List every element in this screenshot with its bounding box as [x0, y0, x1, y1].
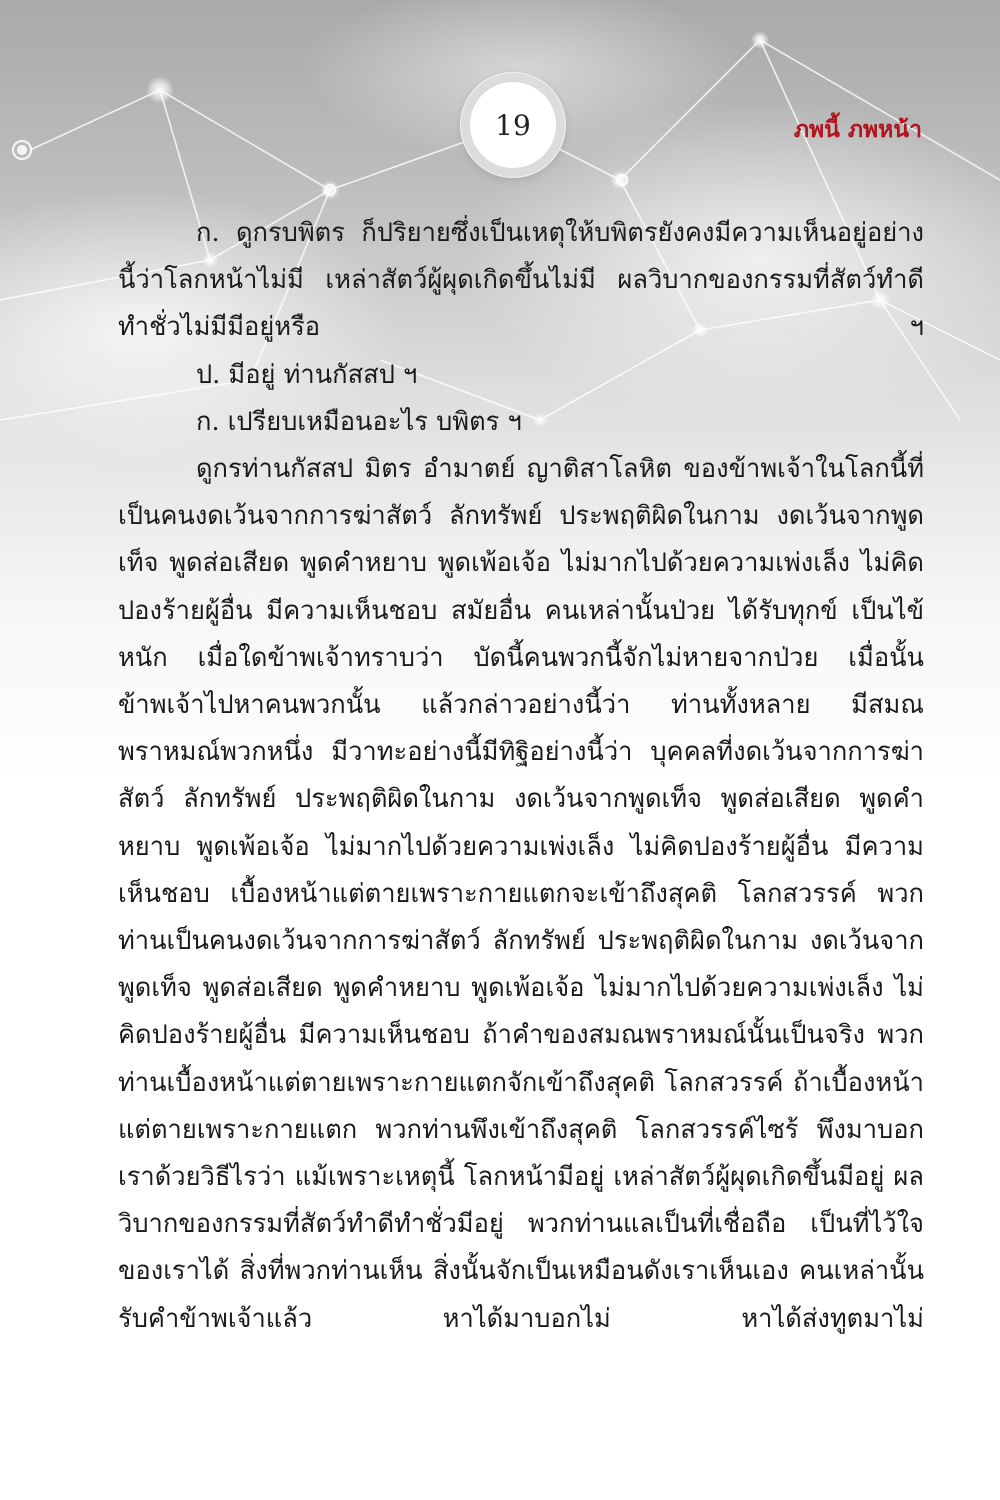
paragraph-2: ป. มีอยู่ ท่านกัสสป ฯ — [196, 359, 418, 390]
running-title: ภพนี้ ภพหน้า — [793, 116, 922, 143]
paragraph-4: ดูกรท่านกัสสป มิตร อำมาตย์ ญาติสาโลหิต ของข้าพเจ้าในโลกนี้ที่เป็นคนงดเว้นจากการฆ่าสัตว์ ลักทรัพย์ ประพฤติผิดในกาม งดเว้นจากพูดเท็จ พูดส่อเสียด พูดคำหยาบ พูดเพ้อเจ้อ ไม่มากไปด้วยความเพ่งเล็ง ไม่คิดปองร้ายผู้อื่น มีความเห็นชอบ สมัยอื่น คนเหล่านั้นป่วย ได้รับทุกข์ เป็นไข้หนัก เมื่อใดข้าพเจ้าทราบว่า บัดนี้คนพวกนี้จักไม่หายจากป่วย เมื่อนั้นข้าพเจ้าไปหาคนพวกนั้น แล้วกล่าวอย่างนี้ว่า ท่านทั้งหลาย มีสมณพราหมณ์พวกหนึ่ง มีวาทะอย่างนี้มีทิฐิอย่างนี้ว่า บุคคลที่งดเว้นจากการฆ่าสัตว์ ลักทรัพย์ ประพฤติผิดในกาม งดเว้นจากพูดเท็จ พูดส่อเสียด พูดคำหยาบ พูดเพ้อเจ้อ ไม่มากไปด้วยความเพ่งเล็ง ไม่คิดปองร้ายผู้อื่น มีความเห็นชอบ เบื้องหน้าแต่ตายเพราะกายแตกจะเข้าถึงสุคติ โลกสวรรค์ พวกท่านเป็นคนงดเว้นจากการฆ่าสัตว์ ลักทรัพย์ ประพฤติผิดในกาม งดเว้นจากพูดเท็จ พูดส่อเสียด พูดคำหยาบ พูดเพ้อเจ้อ ไม่มากไปด้วยความเพ่งเล็ง ไม่คิดปองร้ายผู้อื่น มีความเห็นชอบ ถ้าคำของสมณพราหมณ์นั้นเป็นจริง พวกท่านเบื้องหน้าแต่ตายเพราะกายแตกจักเข้าถึงสุคติ โลกสวรรค์ ถ้าเบื้องหน้าแต่ตายเพราะกายแตก พวกท่านพึงเข้าถึงสุคติ โลกสวรรค์ไซร้ พึงมาบอกเราด้วยวิธีไรว่า แม้เพราะเหตุนี้ โลกหน้ามีอยู่ เหล่าสัตว์ผู้ผุดเกิดขึ้นมีอยู่ ผลวิบากของกรรมที่สัตว์ทำดีทำชั่วมีอยู่ พวกท่านแลเป็นที่เชื่อถือ เป็นที่ไว้ใจของเราได้ สิ่งที่พวกท่านเห็น สิ่งนั้นจักเป็นเหมือนดังเราเห็นเอง คนเหล่านั้น รับคำข้าพเจ้าแล้ว หาได้มาบอกไม่ หาได้ส่งทูตมาไม่ — [118, 454, 924, 1334]
paragraph-3: ก. เปรียบเหมือนอะไร บพิตร ฯ — [196, 406, 522, 437]
page-number-badge — [470, 82, 556, 168]
page-number: 19 — [495, 108, 531, 142]
body-text — [118, 210, 924, 1343]
paragraph-1: ก. ดูกรบพิตร ก็ปริยายซึ่งเป็นเหตุให้บพิตรยังคงมีความเห็นอยู่อย่างนี้ว่าโลกหน้าไม่มี เหล่าสัตว์ผู้ผุดเกิดขึ้นไม่มี ผลวิบากของกรรมที่สัตว์ทำดีทำชั่วไม่มีมีอยู่หรือ ฯ — [118, 218, 924, 343]
